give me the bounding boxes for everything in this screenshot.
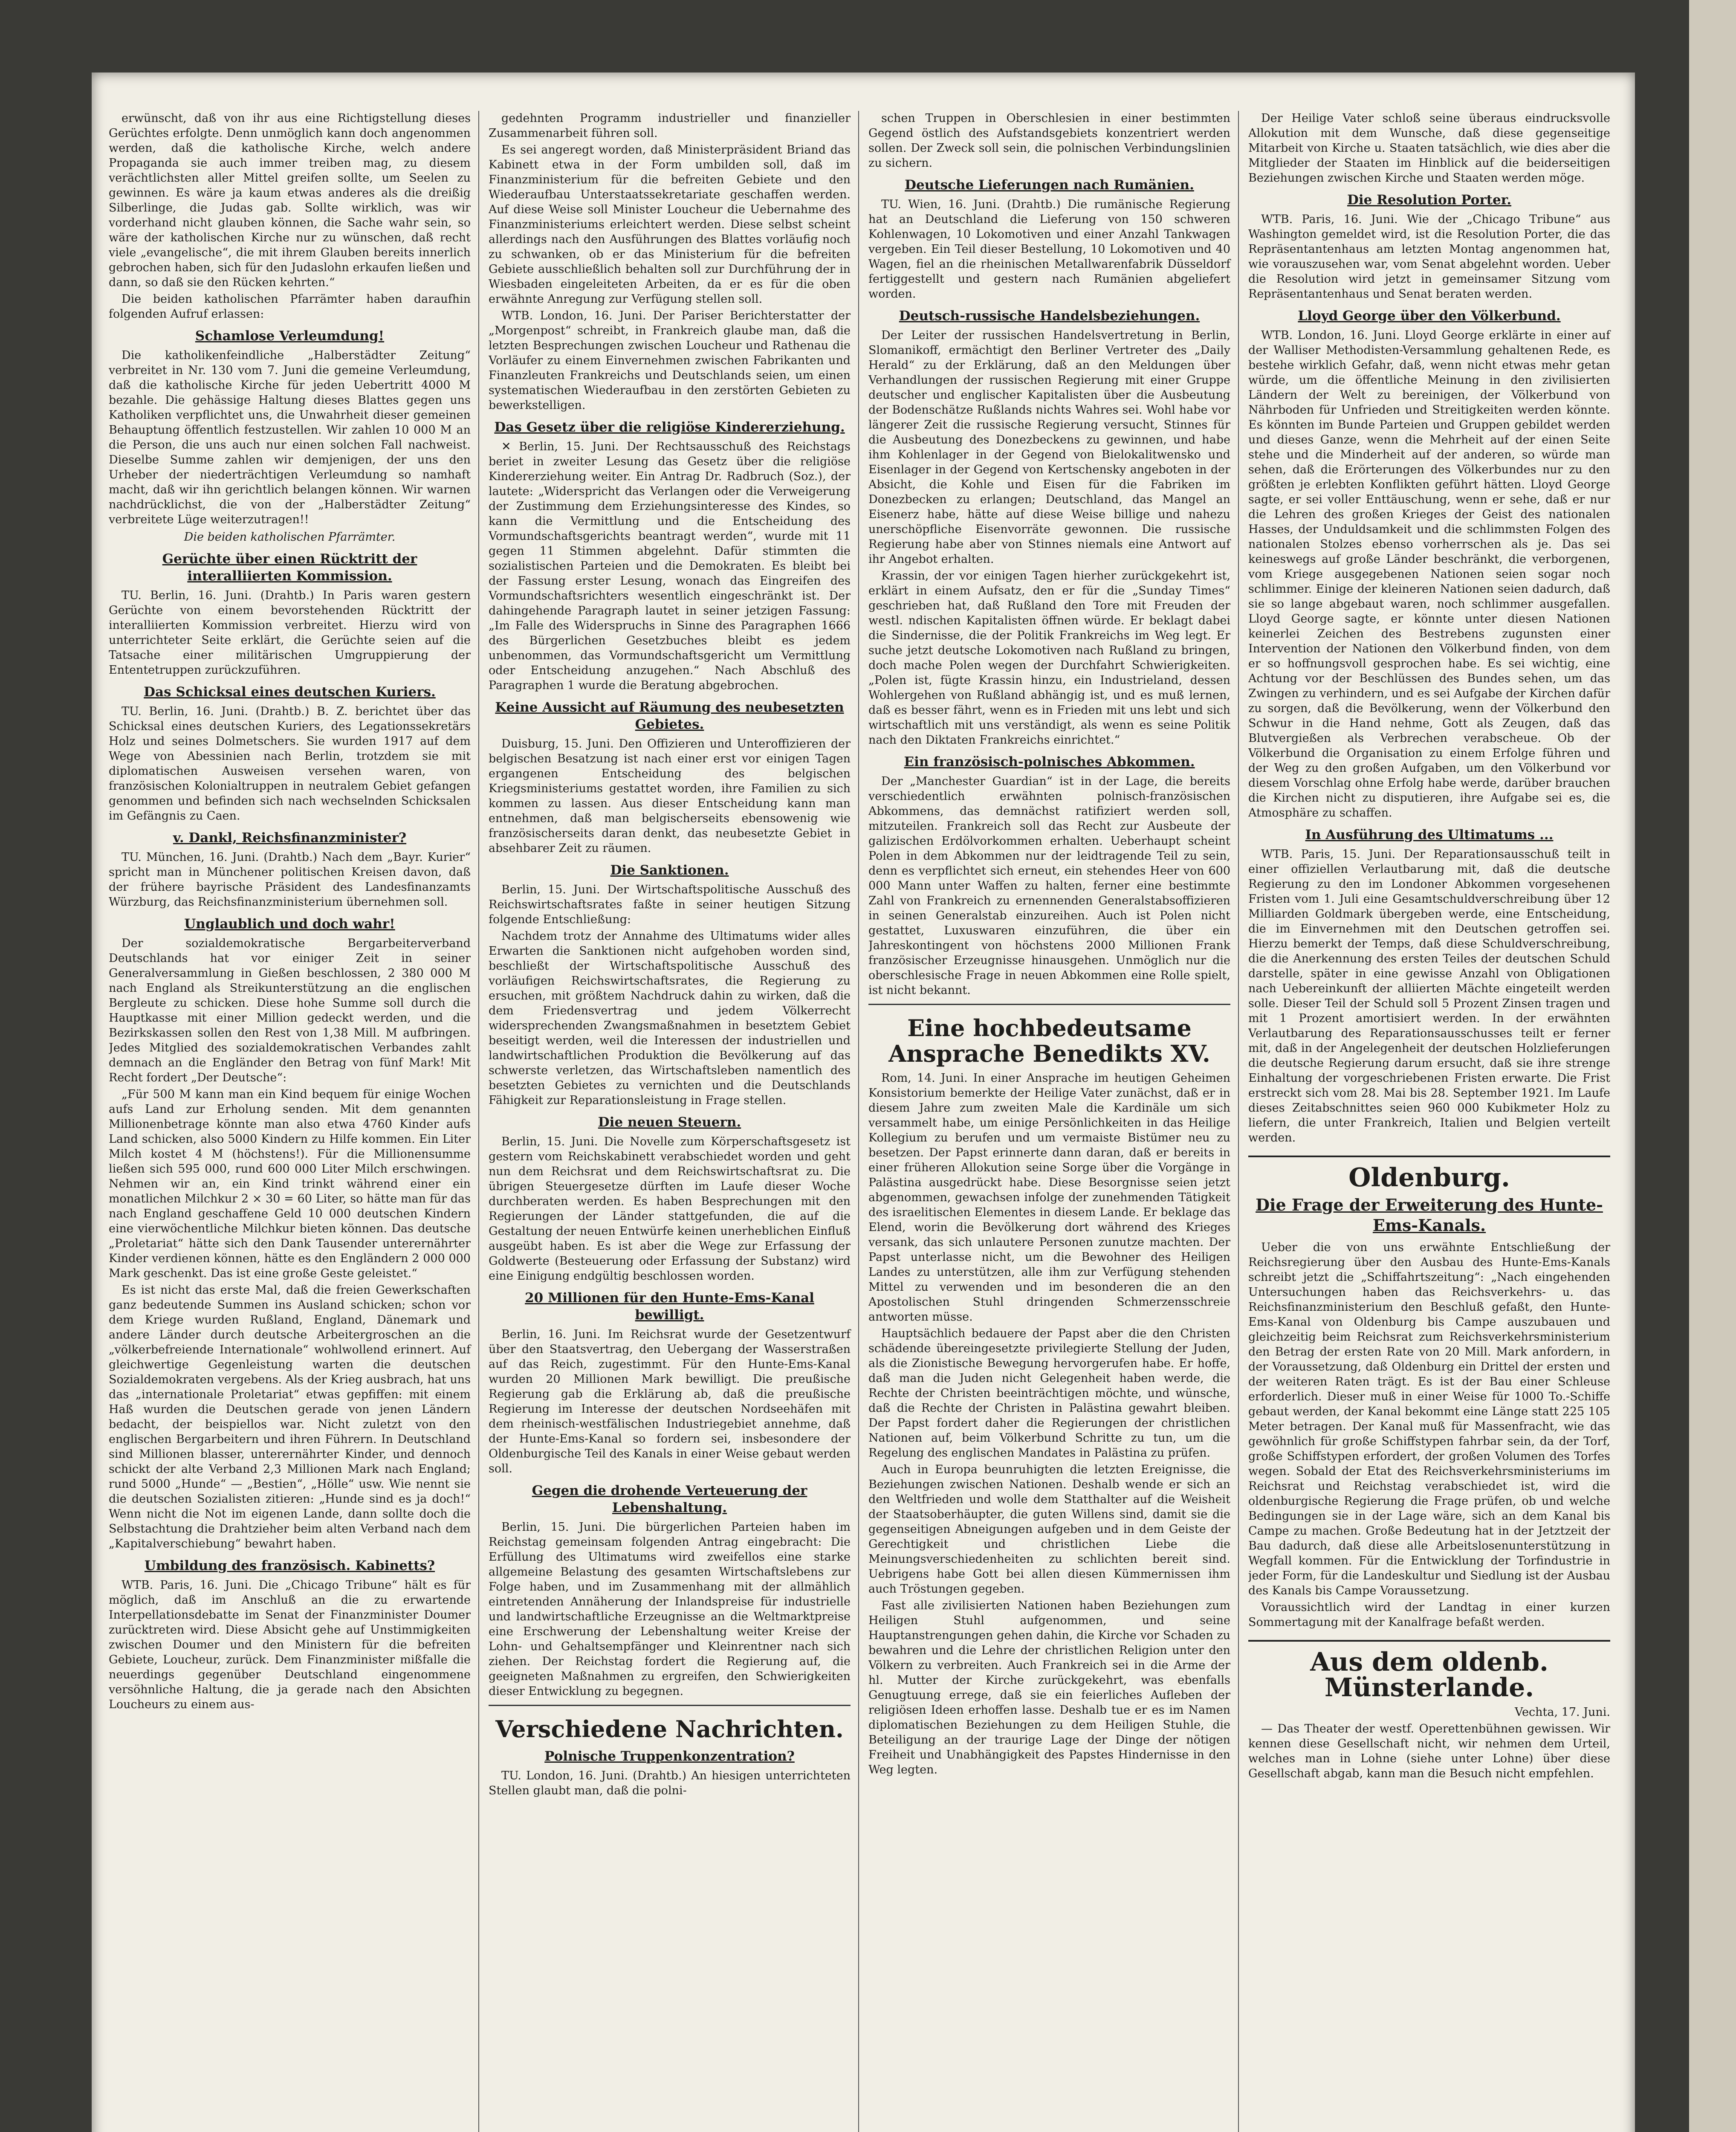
article-text: TU. London, 16. Juni. (Drahtb.) An hiesigen unterrichteten Stellen glaubt man, daß die polni- <box>489 1769 851 1797</box>
article-heading: Das Gesetz über die religiöse Kindererziehung. <box>494 420 845 435</box>
column-3 <box>868 111 1239 2132</box>
article-text: Es ist nicht das erste Mal, daß die freien Gewerkschaften ganz bedeutende Summen ins Ausland schicken; schon vor dem Kriege wurden Rußland, England, Dänemark und andere Länder durch deutsche Arbeitergroschen an die „völkerbefreiende Internationale“ wohlwollend erinnert. Auf gleichwertige Gegenleistung warten die deutschen Sozialdemokraten vergebens. Als der Krieg ausbrach, hat uns das „internationale Proletariat“ etwas gepfiffen: mit einem Haß wurden die Deutschen gerade von jenen Ländern bedacht, der beispiellos war. Nicht zuletzt von den englischen Bergarbeitern und ihren Führern. In Deutschland sind Millionen blasser, unterernährter Kinder, und dennoch schickt der alte Verband 2,3 Millionen Mark nach England; rund 5000 „Hunde“ — „Bestien“, „Hölle“ usw. Wie nennt sie die deutschen Sozialisten zitieren: „Hunde sind es ja doch!“ Wenn nicht die Not im eigenen Lande, dann sollte doch die Selbstachtung die Drahtzieher beim alten Verband nach dem „Kapitalverschiebung“ bewahrt haben. <box>109 1283 471 1550</box>
article-heading: Ein französisch-polnisches Abkommen. <box>904 754 1195 770</box>
column-2 <box>489 111 859 2132</box>
article-text: Der Leiter der russischen Handelsvertretung in Berlin, Slomanikoff, ermächtigt den Berliner Vertreter des „Daily Herald“ zu der Erklärung, daß an den Meldungen über Verhandlungen der russischen Regierung mit einer Gruppe deutscher und englischer Kapitalisten über die Ausbeutung der Bodenschätze Rußlands nichts Wahres sei. Wohl habe vor längerer Zeit die russische Regierung versucht, Stinnes für die Ausbeutung des Donezbeckens zu gewinnen, und habe ihm Kohlenlager in der Gegend von Bielokalitwensko und Eisenlager in der Gegend von Kertschensky angeboten in der Absicht, die Kohle und Eisen für die Fabriken im Donezbecken zu erlangen; Deutschland, das Mangel an Eisenerz habe, hätte auf diese Weise billige und nahezu unerschöpfliche Eisenvorräte gewonnen. Die russische Regierung habe aber von Stinnes niemals eine Antwort auf ihr Angebot erhalten. <box>868 329 1230 566</box>
article-text: Nachdem trotz der Annahme des Ultimatums wider alles Erwarten die Sanktionen nicht aufgehoben worden sind, beschließt der Wirtschaftspolitische Ausschuß des vorläufigen Reichswirtschaftsrates, die Regierung zu ersuchen, mit größtem Nachdruck dahin zu wirken, daß die dem Friedensvertrag und jedem Völkerrecht widersprechenden Zwangsmaßnahmen in besetztem Gebiet beseitigt werden, weil die Interessen der industriellen und landwirtschaftlichen Produktion die Bevölkerung auf das schwerste verletzen, das Wirtschaftsleben namentlich des besetzten Gebietes zu vernichten und die Deutschlands Fähigkeit zur Reparationsleistung in Frage stellen. <box>489 930 851 1107</box>
article-heading: Die neuen Steuern. <box>598 1115 741 1130</box>
article-text: Es sei angeregt worden, daß Ministerpräsident Briand das Kabinett etwa in der Form umbilden soll, daß im Finanzministerium für die befreiten Gebiete und den Wiederaufbau Unterstaatssekretariate geschaffen werden. Auf diese Weise soll Minister Loucheur die Uebernahme des Finanzministeriums erleichtert werden. Diese selbst scheint allerdings nach den Ausführungen des Blattes vorläufig noch zu schwanken, ob er das Ministerium für die befreiten Gebiete ausschließlich behalten soll zur Durchführung der in Wiesbaden eingeleiteten Arbeiten, da er es für die oben erwähnte Anregung zur Verfügung stellen soll. <box>489 143 851 306</box>
scan-edge <box>1689 0 1736 2132</box>
article-text: Fast alle zivilisierten Nationen haben Beziehungen zum Heiligen Stuhl aufgenommen, und seine Hauptanstrengungen gehen dahin, die Kirche vor Schaden zu bewahren und die Lehre der christlichen Religion unter den Völkern zu verbreiten. Auch Frankreich sei in die Arme der hl. Mutter der Kirche zurückgekehrt, was ebenfalls Genugtuung errege, daß sie ein feierliches Aufleben der religiösen Ideen erhoffen lasse. Deshalb tue er es im Namen diplomatischen Beziehungen zu dem Heiligen Stuhle, die Beteiligung an der traurige Lage der Dinge der nötigen Freiheit und Unabhängigkeit des Papstes Hindernisse in den Weg legten. <box>868 1599 1230 1776</box>
article-heading: In Ausführung des Ultimatums ... <box>1305 827 1554 843</box>
article-heading: Das Schicksal eines deutschen Kuriers. <box>144 684 436 700</box>
article-heading: Keine Aussicht auf Räumung des neubesetzten Gebietes. <box>495 700 844 732</box>
section-title: Oldenburg. <box>1248 1156 1610 1191</box>
article-text: Die beiden katholischen Pfarrämter haben daraufhin folgenden Aufruf erlassen: <box>109 293 471 321</box>
article-heading: Schamlose Verleumdung! <box>195 328 385 344</box>
article-text: Auch in Europa beunruhigten die letzten Ereignisse, die Beziehungen zwischen Nationen. Deshalb wende er sich an den Weltfrieden und wolle dem Statthalter auf die Weisheit der Staatsoberhäupter, die guten Willens sind, damit sie die gegenseitigen Abneigungen aufgeben und in dem Geiste der Gerechtigkeit und christlichen Liebe die Meinungsverschiedenheiten zu schlichten bereit sind. Uebrigens habe Gott bei allen diesen Kümmernissen ihm auch Tröstungen gegeben. <box>868 1463 1230 1596</box>
article-text: Berlin, 16. Juni. Im Reichsrat wurde der Gesetzentwurf über den Staatsvertrag, den Uebergang der Wasserstraßen auf das Reich, zugestimmt. Für den Hunte-Ems-Kanal wurden 20 Millionen Mark bewilligt. Die preußische Regierung gab die Erklärung ab, daß die preußische Regierung im Interesse der deutschen Nordseehäfen mit dem rheinisch-westfälischen Industriegebiet annehme, daß der Hunte-Ems-Kanal so fordern sei, insbesondere der Oldenburgische Teil des Kanals in einer Weise gebaut werden soll. <box>489 1328 851 1475</box>
columns <box>109 111 1618 2132</box>
article-heading: Gegen die drohende Verteuerung der Lebenshaltung. <box>532 1483 807 1515</box>
article-text: erwünscht, daß von ihr aus eine Richtigstellung dieses Gerüchtes erfolgte. Denn unmöglich kann doch angenommen werden, daß die katholische Kirche, welch andere Propaganda sie auch immer treiben mag, zu diesem verächtlichsten aller Mittel greifen sollte, um Seelen zu gewinnen. Es wäre ja kaum etwas anderes als die dreißig Silberlinge, die Judas gab. Sollte wirklich, was wir vorderhand nicht glauben können, die Sache wahr sein, so wäre der katholischen Kirche nur zu wünschen, daß recht viele „evangelische“, die mit ihrem Glauben bereits innerlich gebrochen haben, sich für den Judaslohn erkaufen ließen und dann, so daß sie den Rücken kehrten.“ <box>109 112 471 289</box>
article-heading: Die Resolution Porter. <box>1347 192 1512 208</box>
article-heading: Unglaublich und doch wahr! <box>184 916 395 932</box>
article-heading: v. Dankl, Reichsfinanzminister? <box>173 830 407 846</box>
article-text: schen Truppen in Oberschlesien in einer bestimmten Gegend östlich des Aufstandsgebiets konzentriert werden sollen. Der Zweck soll sein, die polnischen Verbindungslinien zu sichern. <box>868 112 1230 170</box>
article-text: TU. Berlin, 16. Juni. (Drahtb.) In Paris waren gestern Gerüchte von einem bevorstehenden Rücktritt der interalliierten Kommission verbreitet. Hierzu wird von unterrichteter Seite erklärt, die Gerüchte seien auf die Tatsache einer militärischen Umgruppierung der Ententetruppen zurückzuführen. <box>109 589 471 677</box>
article-text: „Für 500 M kann man ein Kind bequem für einige Wochen aufs Land zur Erholung senden. Mit dem genannten Millionenbetrage könnte man also etwa 4760 Kinder aufs Land schicken, also 5000 Kindern zu Hilfe kommen. Ein Liter Milch kostet 4 M (höchstens!). Für die Millionensumme ließen sich 595 000, rund 600 000 Liter Milch erschwingen. Nehmen wir an, ein Kind trinkt während einer ein monatlichen Milchkur 2 × 30 = 60 Liter, so hätte man für das nach England geschaffene Geld 10 000 deutschen Kindern eine vierwöchentliche Milchkur bieten können. Das deutsche „Proletariat“ hätte sich den Dank Tausender unterernährter Kinder verdienen können, hätte es den Engländern 2 000 000 Mark geschenkt. Das ist eine große Geste geleistet.“ <box>109 1088 471 1280</box>
section-title: Aus dem oldenb. Münsterlande. <box>1248 1640 1610 1700</box>
article-text: Ueber die von uns erwähnte Entschließung der Reichsregierung über den Ausbau des Hunte-Ems-Kanals schreibt jetzt die „Schiffahrtszeitung“: „Nach eingehenden Untersuchungen haben das Reichsverkehrs- u. das Reichsfinanzministerium den Beschluß gefaßt, den Hunte-Ems-Kanal von Oldenburg bis Campe auszubauen und gleichzeitig beim Reichsrat zum Reichsverkehrsministerium den Betrag der ersten Rate von 20 Mill. Mark anfordern, in der Voraussetzung, daß Oldenburg ein Drittel der ersten und der weiteren Raten trägt. Es ist der Bau einer Schleuse erforderlich. Dieser muß in einer Weise für 1000 To.-Schiffe gebaut werden, der Kanal bekommt eine Länge statt 225 105 Meter betragen. Der Kanal muß für Massenfracht, wie das gewöhnlich für große Schiffstypen fahrbar sein, da der Torf, große Schiffstypen erfordert, der großen Volumen des Torfes wegen. Sobald der Etat des Reichsverkehrsministeriums im Reichsrat und Reichstag verabschiedet ist, wird die oldenburgische Regierung die Frage prüfen, ob und welche Bedingungen sie in der Lage wäre, sich an dem Kanal bis Campe zu machen. Große Bedeutung hat in der Jetztzeit der Bau dadurch, daß diese alle Arbeitslosenunterstützung in Wegfall kommen. Für die Entwicklung der Torfindustrie in jeder Form, für die Landeskultur und Siedlung ist der Ausbau des Kanals bis Campe Voraussetzung. <box>1248 1241 1610 1597</box>
dateline: Vechta, 17. Juni. <box>1515 1706 1610 1719</box>
article-text: WTB. Paris, 16. Juni. Die „Chicago Tribune“ hält es für möglich, daß im Anschluß an die zu erwartende Interpellationsdebatte im Senat der Finanzminister Doumer zurücktreten wird. Diese Absicht gehe auf Unstimmigkeiten zwischen Doumer und den Ministern für die befreiten Gebiete, Loucheur, zurück. Dem Finanzminister mißfalle die neuerdings gegenüber Deutschland eingenommene versöhnliche Haltung, die ja gerade nach den Absichten Loucheurs zu einem aus- <box>109 1579 471 1711</box>
section-rule <box>868 1004 1230 1005</box>
article-text: ✕ Berlin, 15. Juni. Der Rechtsausschuß des Reichstags beriet in zweiter Lesung das Gesetz über die religiöse Kindererziehung weiter. Ein Antrag Dr. Radbruch (Soz.), der lautete: „Widerspricht das Verlangen oder die Verweigerung der Zustimmung dem Erziehungsinteresse des Kindes, so kann die Vermittlung und die Entscheidung des Vormundschaftsgerichts beantragt werden“, wurde mit 11 gegen 11 Stimmen abgelehnt. Dafür stimmten die sozialistischen Parteien und die Demokraten. Es bleibt bei der Fassung erster Lesung, wonach das Eingreifen des Vormundschaftsrichters wesentlich eingeschränkt ist. Der dahingehende Paragraph lautet in seiner jetzigen Fassung: „Im Falle des Widerspruchs in Sinne des Paragraphen 1666 des Bürgerlichen Gesetzbuches bleibt es jedem unbenommen, das Vormundschaftsgericht um Vermittlung oder Entscheidung anzugehen.“ Nach Abschluß des Paragraphen 1 wurde die Beratung abgebrochen. <box>489 440 851 692</box>
article-heading: Umbildung des französisch. Kabinetts? <box>144 1558 435 1573</box>
article-text: WTB. London, 16. Juni. Der Pariser Berichterstatter der „Morgenpost“ schreibt, in Frankreich glaube man, daß die letzten Besprechungen zwischen Loucheur und Rathenau die Vorläufer zu einem Einvernehmen zwischen Fabrikanten und Finanzleuten Frankreichs und Deutschlands seien, um einen systematischen Wiederaufbau in den zerstörten Gebieten zu bewerkstelligen. <box>489 309 851 412</box>
article-heading: Polnische Truppenkonzentration? <box>544 1749 795 1764</box>
article-text: WTB. London, 16. Juni. Lloyd George erklärte in einer auf der Walliser Methodisten-Versammlung gehaltenen Rede, es bestehe wirklich Gefahr, daß, wenn nicht etwas mehr getan würde, um die öffentliche Meinung in den zivilisierten Ländern der Welt zu bereinigen, der Völkerbund von Nährboden für Unfrieden und Streitigkeiten werden könnte. Es könnten im Bunde Parteien und Gruppen gebildet werden und dieses Ganze, wenn die Mehrheit auf der einen Seite stehe und die Minderheit auf der anderen, so würde man sehen, daß die Erörterungen des Völkerbundes nur zu den größten je erlebten Konflikten geführt hätten. Lloyd George sagte, er sei voller Enttäuschung, wenn er sehe, daß er nur die Lehren des großen Krieges der Geist des nationalen Hasses, der Unduldsamkeit und die schlimmsten Folgen des nationalen Stolzes ebenso vorherrschen als je. Das sei keineswegs auf große Länder beschränkt, die verborgenen, vom Kriege ausgegebenen Nationen seien sogar noch schlimmer. Einige der kleineren Nationen seien dadurch, daß sie so lange abgebaut waren, noch schlimmer ausgefallen. Lloyd George sagte, er könnte unter diesen Nationen keinerlei Zeichen des Bestrebens zugunsten einer Intervention der Nationen den Völkerbund finden, von dem er so hoffnungsvoll gesprochen habe. Es sei wichtig, eine Achtung vor der Beschlüssen des Bundes sehen, um das Zwingen zu verhindern, und es sei Aufgabe der Kirchen dafür zu sorgen, daß die Bevölkerung, wenn der Völkerbund den Schwur in die Hand nehme, Gott als Zeugen, daß das Blutvergießen als Verbrechen verabscheue. Ob der Völkerbund die Organisation zu einem Erfolge führen und der Weg zu den großen Aufgaben, um den Völkerbund vor diesem Vorschlag ohne Erfolg habe werde, darüber brauchen die Kirchen nicht zu disputieren, ihre Aufgabe sei es, die Atmosphäre zu schaffen. <box>1248 329 1610 820</box>
article-text: WTB. Paris, 15. Juni. Der Reparationsausschuß teilt in einer offiziellen Verlautbarung mit, daß die deutsche Regierung zu den im Londoner Abkommen vorgesehenen Fristen vom 1. Juli eine Gesamtschuldverschreibung über 12 Milliarden Goldmark übergeben werde, eine Entscheidung, die im Einvernehmen mit den Deutschen getroffen sei. Hierzu bemerkt der Temps, daß diese Schuldverschreibung, die die Anerkennung des ersten Teiles der deutschen Schuld darstelle, später in eine gewisse Anzahl von Obligationen nach Uebereinkunft der alliierten Mächte eingeteilt werden solle. Dieser Teil der Schuld soll 5 Prozent Zinsen tragen und mit 1 Prozent amortisiert werden. In der erwähnten Verlautbarung des Reparationsausschusses teilt er ferner mit, daß in der Angelegenheit der deutschen Holzlieferungen die deutsche Regierung darum ersucht, daß sie ihre strenge Einhaltung der vorgeschriebenen Fristen erwarte. Die Frist erstreckt sich vom 28. Mai bis 28. September 1921. Im Laufe dieses Zeitabschnittes seien 960 000 Kubikmeter Holz zu liefern, die unter Frankreich, Italien und Belgien verteilt werden. <box>1248 848 1610 1144</box>
article-text: Die katholikenfeindliche „Halberstädter Zeitung“ verbreitet in Nr. 130 vom 7. Juni die gemeine Verleumdung, daß die katholische Kirche für jeden Uebertritt 4000 M bezahle. Die gehässige Haltung dieses Blattes gegen uns Katholiken verpflichtet uns, die Unwahrheit dieser gemeinen Behauptung öffentlich festzustellen. Wir zahlen 10 000 M an die Person, die uns auch nur einen solchen Fall nachweist. Dieselbe Summe zahlen wir demjenigen, der uns den Urheber der niederträchtigen Verleumdung so namhaft macht, daß wir ihn gerichtlich belangen können. Wir warnen nachdrücklichst, die von der „Halberstädter Zeitung“ verbreitete Lüge weiterzutragen!! <box>109 349 471 526</box>
section-subheading: Die Frage der Erweiterung des Hunte-Ems-Kanals. <box>1256 1195 1603 1235</box>
article-text: TU. Wien, 16. Juni. (Drahtb.) Die rumänische Regierung hat an Deutschland die Lieferung von 150 schweren Kohlenwagen, 10 Lokomotiven und einer Anzahl Tankwagen vergeben. Ein Teil dieser Bestellung, 10 Lokomotiven und 40 Wagen, fiel an die rheinischen Metallwarenfabrik Düsseldorf fertiggestellt und gestern nach Rumänien abgeliefert worden. <box>868 198 1230 301</box>
article-text: TU. Berlin, 16. Juni. (Drahtb.) B. Z. berichtet über das Schicksal eines deutschen Kuriers, des Legationssekretärs Holz und seines Dolmetschers. Sie wurden 1917 auf dem Wege von Abessinien nach Berlin, trotzdem sie mit diplomatischen Ausweisen versehen waren, von französischen Kolonialtruppen in neutralem Gebiet gefangen genommen und befinden sich nach wechselnden Schicksalen im Gefängnis zu Caen. <box>109 705 471 823</box>
column-1 <box>109 111 479 2132</box>
article-heading: Deutsche Lieferungen nach Rumänien. <box>905 177 1194 193</box>
article-text: WTB. Paris, 16. Juni. Wie der „Chicago Tribune“ aus Washington gemeldet wird, ist die Resolution Porter, die das Repräsentantenhaus am letzten Montag angenommen hat, wie vorauszusehen war, vom Senat abgelehnt worden. Ueber die Resolution wird jetzt in gemeinsamer Sitzung vom Repräsentantenhaus und Senat beraten werden. <box>1248 213 1610 301</box>
article-text: Berlin, 15. Juni. Die bürgerlichen Parteien haben im Reichstag gemeinsam folgenden Antrag eingebracht: Die Erfüllung des Ultimatums wird zweifellos eine starke allgemeine Belastung des gesamten Wirtschaftslebens zur Folge haben, und im Zusammenhang mit der allmählich eintretenden Annäherung der Inlandspreise für industrielle und landwirtschaftliche Erzeugnisse an die Weltmarktpreise eine Erschwerung der Lebenshaltung weiter Kreise der Lohn- und Gehaltsempfänger und Kleinrentner nach sich ziehen. Der Reichstag fordert die Regierung auf, die geeigneten Maßnahmen zu ergreifen, den Schwierigkeiten dieser Entwicklung zu begegnen. <box>489 1521 851 1698</box>
newspaper-page <box>92 72 1635 2132</box>
article-text: TU. München, 16. Juni. (Drahtb.) Nach dem „Bayr. Kurier“ spricht man in Münchener politischen Kreisen davon, daß der frühere bayrische Präsident des Landesfinanzamts Würzburg, das Reichsfinanzministerium übernehmen soll. <box>109 851 471 909</box>
article-heading: Lloyd George über den Völkerbund. <box>1298 308 1561 324</box>
column-4 <box>1248 111 1618 2132</box>
article-text: Krassin, der vor einigen Tagen hierher zurückgekehrt ist, erklärt in einem Aufsatz, den er für die „Sunday Times“ geschrieben hat, daß Rußland den Tore mit Freuden der westl. ndischen Kapitalisten öffnen würde. Er beklagt dabei die Sindernisse, die der Politik Frankreichs im Weg legt. Er suche jetzt deutsche Lokomotiven nach Rußland zu bringen, doch mache Polen wegen der Durchfahrt Schwierigkeiten. „Polen ist, fügte Krassin hinzu, ein Industrieland, dessen Wohlergehen von Rußland abhängig ist, und es muß lernen, daß es besser fährt, wenn es in Frieden mit uns lebt und sich wirtschaftlich mit uns verständigt, als wenn es seine Politik nach den Diktaten Frankreichs einrichtet.“ <box>868 569 1230 747</box>
article-text: Hauptsächlich bedauere der Papst aber die den Christen schädende übereingesetzte privilegierte Stellung der Juden, als die Zionistische Bewegung hervorgerufen habe. Er hoffe, daß man die Juden nicht Gelegenheit haben werde, die Rechte der Christen beeinträchtigen möchte, und wünsche, daß die Rechte der Christen in Palästina gewahrt bleiben. Der Papst fordert daher die Regierungen der christlichen Nationen auf, beim Völkerbund Schritte zu tun, um die Regelung des englischen Mandates in Palästina zu prüfen. <box>868 1327 1230 1460</box>
article-heading: Deutsch-russische Handelsbeziehungen. <box>899 308 1200 324</box>
signature: Die beiden katholischen Pfarrämter. <box>184 530 396 544</box>
article-text: Der sozialdemokratische Bergarbeiterverband Deutschlands hat vor einiger Zeit in seiner Generalversammlung in Gießen beschlossen, 2 380 000 M nach England als Streikunterstützung an die englischen Bergleute zu schicken. Diese hohe Summe soll durch die Hauptkasse mit einer Million gedeckt werden, und die Bezirkskassen sollen den Rest von 1,38 Mill. M aufbringen. Jedes Mitglied des sozialdemokratischen Verbandes zahlt demnach an die Engländer den Betrag von fünf Mark! Mit Recht fordert „Der Deutsche“: <box>109 937 471 1084</box>
article-text: gedehnten Programm industrieller und finanzieller Zusammenarbeit führen soll. <box>489 112 851 140</box>
section-title: Verschiedene Nachrichten. <box>495 1715 844 1743</box>
article-text: Berlin, 15. Juni. Die Novelle zum Körperschaftsgesetz ist gestern vom Reichskabinett verabschiedet worden und geht nun dem Reichsrat und dem Reichswirtschaftsrat zu. Die übrigen Steuergesetze dürften im Laufe dieser Woche durchberaten werden. Es haben Besprechungen mit den Regierungen der Länder stattgefunden, die auf die Gestaltung der neuen Entwürfe keinen unerheblichen Einfluß ausgeübt haben. Es ist aber die Wege zur Erfassung der Goldwerte (Besteuerung oder Erfassung der Substanz) wird eine Einigung endgültig beschlossen worden. <box>489 1135 851 1283</box>
article-text: Rom, 14. Juni. In einer Ansprache im heutigen Geheimen Konsistorium bemerkte der Heilige Vater zunächst, daß er in diesem Jahre zum zweiten Male die Kardinäle um sich versammelt habe, um einige Persönlichkeiten in das Heilige Kollegium zu berufen und um vermaiste Bistümer neu zu besetzen. Der Papst erinnerte dann daran, daß er bereits in einer früheren Allokution seine Sorge über die Vorgänge in Palästina ausgedrückt habe. Diese Besorgnisse seien jetzt abgenommen, gewachsen infolge der zunehmenden Tätigkeit des israelitischen Elementes in diesem Lande. Er beklage das Elend, worin die Bevölkerung dort während des Krieges versank, das sich unlautere Personen zunutze machten. Der Papst unterlasse nicht, um die Bewohner des Heiligen Landes zu unterstützen, alle ihm zur Verfügung stehenden Mittel zu verwenden und im besonderen die an den Apostolischen Stuhl dringenden Schmerzensschreie antworten müsse. <box>868 1072 1230 1324</box>
article-text: Voraussichtlich wird der Landtag in einer kurzen Sommertagung mit der Kanalfrage befaßt werden. <box>1248 1601 1610 1629</box>
section-title: Eine hochbedeutsame Ansprache Benedikts XV. <box>888 1014 1210 1067</box>
article-text: Berlin, 15. Juni. Der Wirtschaftspolitische Ausschuß des Reichswirtschaftsrates faßte in seiner heutigen Sitzung folgende Entschließung: <box>489 883 851 926</box>
article-text: Der Heilige Vater schloß seine überaus eindrucksvolle Allokution mit dem Wunsche, daß diese gegenseitige Mitarbeit von Kirche u. Staaten tatsächlich, wie dies aber die Mitglieder der Staaten im Hinblick auf die beiderseitigen Beziehungen zwischen Kirche und Staaten werden möge. <box>1248 112 1610 185</box>
article-text: Der „Manchester Guardian“ ist in der Lage, die bereits verschiedentlich erwähnten polnisch-französischen Abkommens, das demnächst ratifiziert werden soll, mitzuteilen. Frankreich soll das Recht zur Ausbeute der galizischen Erdölvorkommen erhalten. Ueberhaupt scheint Polen in dem Abkommen nur der leidtragende Teil zu sein, denn es verpflichtet sich erneut, ein stehendes Heer von 600 000 Mann unter Waffen zu halten, ferner eine bestimmte Zahl von Frankreich zu ernennenden Generalstabsoffizieren in seinen Generalstab einzureihen. Auch ist Polen nicht gestattet, Luxuswaren einzuführen, die über ein Jahreskontingent von höchstens 2000 Millionen Frank französischer Erzeugnisse hinausgehen. Unmöglich nur die oberschlesische Frage in neuen Abkommen eine Rolle spielt, ist nicht bekannt. <box>868 775 1230 997</box>
section-rule <box>489 1705 851 1706</box>
article-heading: Die Sanktionen. <box>610 863 729 878</box>
article-heading: Gerüchte über einen Rücktritt der interalliierten Kommission. <box>162 551 417 584</box>
article-text: — Das Theater der westf. Operettenbühnen gewissen. Wir kennen diese Gesellschaft nicht, wir nehmen dem Urteil, welches man in Lohne (siehe unter Lohne) über diese Gesellschaft abgab, kann man die Besuch nicht empfehlen. <box>1248 1722 1610 1780</box>
article-text: Duisburg, 15. Juni. Den Offizieren und Unteroffizieren der belgischen Besatzung ist nach einer erst vor einigen Tagen ergangenen Entscheidung des belgischen Kriegsministeriums gestattet worden, ihre Familien zu sich kommen zu lassen. Aus dieser Entscheidung kann man entnehmen, daß man belgischerseits ebensowenig wie französischerseits daran denkt, das neubesetzte Gebiet in absehbarer Zeit zu räumen. <box>489 737 851 855</box>
article-heading: 20 Millionen für den Hunte-Ems-Kanal bewilligt. <box>525 1290 814 1323</box>
